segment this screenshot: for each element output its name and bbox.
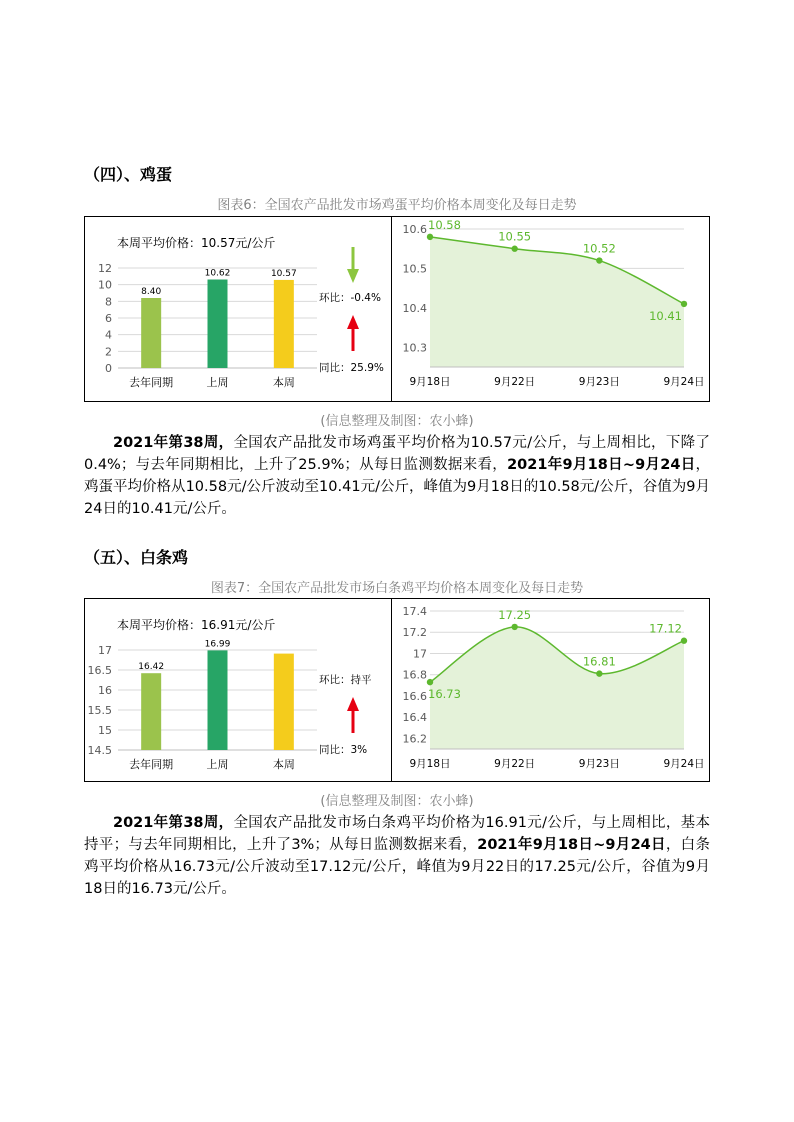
x-tick-label: 上周 (206, 758, 229, 771)
credit-chicken: (信息整理及制图：农小蜂) (320, 794, 474, 809)
x-tick-label: 9月24日 (663, 376, 705, 388)
chart-caption-eggs: 图表6：全国农产品批发市场鸡蛋平均价格本周变化及每日走势 (217, 198, 577, 213)
line-panel-eggs (391, 216, 710, 402)
y-tick-label: 16.4 (402, 711, 427, 725)
credit-eggs: (信息整理及制图：农小蜂) (320, 414, 474, 429)
y-tick-label: 0 (105, 362, 112, 375)
y-tick-label: 17.2 (402, 626, 427, 640)
x-tick-label: 去年同期 (129, 376, 174, 389)
data-label: 10.41 (649, 308, 682, 323)
x-tick-label: 9月22日 (494, 758, 536, 770)
avg-price-label: 本周平均价格：16.91元/公斤 (117, 618, 276, 632)
data-label: 17.12 (649, 621, 682, 636)
data-point (681, 638, 687, 644)
x-tick-label: 上周 (206, 376, 229, 389)
data-point (681, 301, 687, 307)
y-tick-label: 4 (105, 328, 112, 342)
bar-value-label: 16.99 (204, 639, 231, 650)
mom-change-label: 环比：-0.4% (319, 292, 381, 304)
line-chart-chicken (392, 599, 709, 781)
y-tick-label: 10 (98, 278, 112, 292)
bar-value-label: 10.62 (204, 268, 231, 279)
section-title-chicken: （五）、白条鸡 (84, 548, 189, 567)
data-label: 16.81 (582, 654, 616, 669)
bar (208, 280, 228, 369)
x-tick-label: 9月22日 (494, 376, 536, 388)
y-tick-label: 10.4 (402, 301, 427, 315)
bar (141, 673, 161, 750)
paragraph-bold-text: 2021年9月18日~9月24日 (477, 837, 666, 853)
y-tick-label: 15 (98, 724, 112, 737)
area-fill (430, 237, 684, 367)
data-label: 10.52 (582, 241, 616, 256)
y-tick-label: 2 (105, 345, 112, 359)
bar-chart-eggs (85, 217, 391, 401)
x-tick-label: 9月24日 (663, 758, 705, 770)
bar-panel-chicken (84, 598, 392, 782)
bar (141, 298, 161, 368)
data-label: 10.58 (428, 217, 461, 232)
y-tick-label: 17 (413, 647, 427, 661)
data-label: 16.73 (428, 687, 461, 702)
y-tick-label: 14.5 (87, 744, 112, 757)
line-chart-eggs (392, 217, 709, 401)
data-label: 17.25 (498, 607, 532, 622)
mom-change-label: 环比：持平 (319, 674, 372, 686)
paragraph-text: ，鸡蛋平均价格从10.58元/公斤波动至10.41元/公斤，峰值为9月18日的10.58元/公斤，谷值为9月24日的10.41元/公斤。 (84, 457, 710, 517)
y-tick-label: 15.5 (87, 704, 112, 717)
y-tick-label: 10.6 (402, 223, 427, 236)
paragraph-text: ，白条鸡平均价格从16.73元/公斤波动至17.12元/公斤，峰值为9月22日的17.25元/公斤，谷值为9月18日的16.73元/公斤。 (84, 837, 710, 897)
paragraph-text: 全国农产品批发市场鸡蛋平均价格为10.57元/公斤，与上周相比，下降了0.4%；与去年同期相比，上升了25.9%；从每日监测数据来看， (84, 435, 710, 473)
x-tick-label: 9月18日 (409, 376, 451, 388)
data-point (427, 679, 433, 685)
x-tick-label: 9月18日 (409, 758, 451, 770)
data-point (511, 624, 517, 630)
up-arrow-icon (347, 697, 359, 711)
y-tick-label: 16.5 (87, 664, 112, 677)
data-point (596, 257, 602, 263)
yoy-change-label: 同比：3% (319, 744, 368, 756)
y-tick-label: 8 (105, 295, 112, 309)
y-tick-label: 16.6 (402, 689, 427, 703)
line-panel-chicken (391, 598, 710, 782)
bar (274, 654, 294, 750)
section-title-eggs: （四）、鸡蛋 (84, 165, 173, 184)
bar (208, 650, 228, 750)
y-tick-label: 10.3 (402, 341, 427, 355)
paragraph-bold-text: 2021年第38周， (113, 435, 234, 451)
x-tick-label: 9月23日 (578, 376, 620, 388)
bar-value-label: 8.40 (141, 287, 162, 297)
y-tick-label: 17.4 (402, 605, 427, 618)
paragraph-eggs (84, 432, 710, 520)
y-tick-label: 16 (98, 684, 112, 697)
paragraph-text: 全国农产品批发市场白条鸡平均价格为16.91元/公斤，与上周相比，基本持平；与去年同期相比，上升了3%；从每日监测数据来看， (84, 815, 710, 853)
bar-chart-chicken (85, 599, 391, 781)
paragraph-bold-text: 2021年9月18日~9月24日 (507, 457, 696, 473)
data-point (596, 670, 602, 676)
y-tick-label: 6 (105, 312, 112, 325)
data-label: 10.55 (498, 229, 532, 244)
yoy-change-label: 同比：25.9% (319, 362, 384, 374)
x-tick-label: 9月23日 (578, 758, 620, 770)
x-tick-label: 去年同期 (129, 758, 174, 771)
y-tick-label: 17 (98, 644, 112, 657)
paragraph-chicken (84, 812, 710, 900)
y-tick-label: 16.2 (402, 732, 427, 746)
avg-price-label: 本周平均价格：10.57元/公斤 (117, 236, 276, 250)
y-tick-label: 12 (98, 262, 112, 275)
chart-caption-chicken: 图表7：全国农产品批发市场白条鸡平均价格本周变化及每日走势 (210, 581, 584, 596)
data-point (511, 246, 517, 252)
bar-value-label: 10.57 (270, 268, 297, 279)
paragraph-bold-text: 2021年第38周， (113, 815, 234, 831)
data-point (427, 234, 433, 240)
x-tick-label: 本周 (272, 376, 295, 389)
down-arrow-icon (347, 269, 359, 283)
bar-panel-eggs (84, 216, 392, 402)
bar-value-label: 16.42 (138, 662, 165, 673)
area-fill (430, 627, 684, 749)
up-arrow-icon (347, 315, 359, 329)
bar (274, 280, 294, 368)
x-tick-label: 本周 (272, 758, 295, 771)
y-tick-label: 10.5 (402, 262, 427, 276)
y-tick-label: 16.8 (402, 668, 427, 682)
